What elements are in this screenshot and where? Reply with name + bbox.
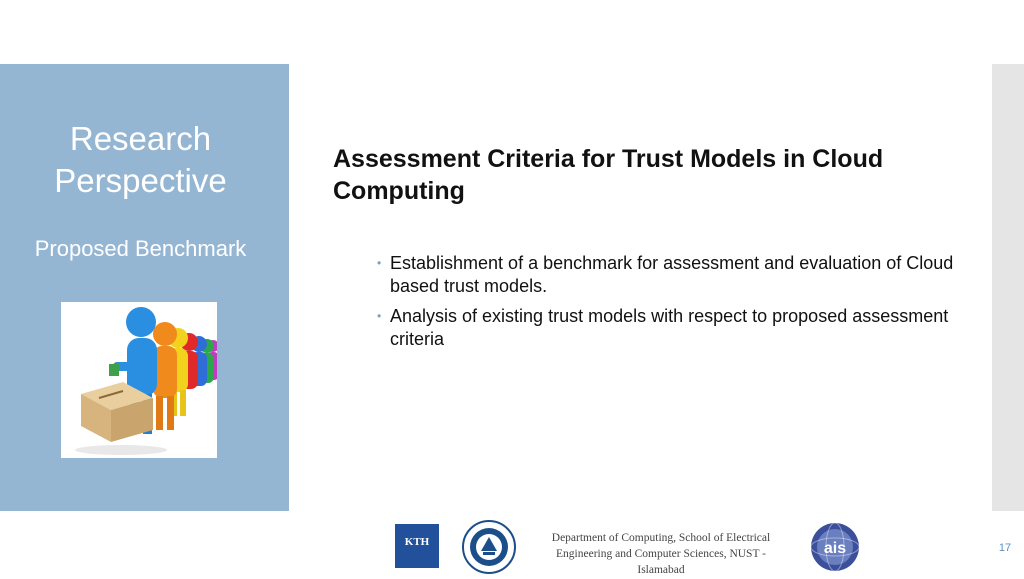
voting-illustration (61, 302, 217, 458)
bullet-item (377, 252, 957, 298)
ais-globe-icon (810, 522, 860, 572)
sidebar-panel (0, 64, 289, 511)
section-title: Research Perspective (54, 120, 227, 199)
section-subtitle: Proposed Benchmark (34, 236, 247, 261)
bullet-text: Establishment of a benchmark for assessment and evaluation of Cloud based trust models. (390, 253, 954, 296)
slide-number: 17 (998, 542, 1012, 554)
people-voting-illustration-icon (61, 302, 217, 458)
nust-seal-icon (462, 520, 516, 574)
right-side-strip (992, 64, 1024, 511)
ais-logo (810, 522, 860, 572)
kth-logo-text: KTH (404, 536, 430, 548)
ais-logo-text: ais (823, 540, 847, 557)
bullet-icon: • (377, 256, 382, 270)
nust-logo (462, 520, 516, 574)
bullet-list (377, 252, 957, 358)
kth-logo (395, 524, 439, 568)
bullet-icon: • (377, 309, 382, 323)
bullet-text: Analysis of existing trust models with respect to proposed assessment criteria (390, 306, 949, 349)
slide-heading: Assessment Criteria for Trust Models in Cloud Computing (333, 145, 884, 205)
department-footer-text: Department of Computing, School of Electrical Engineering and Computer Sciences, NUST - Islamabad (551, 532, 771, 576)
bullet-item (377, 305, 957, 351)
